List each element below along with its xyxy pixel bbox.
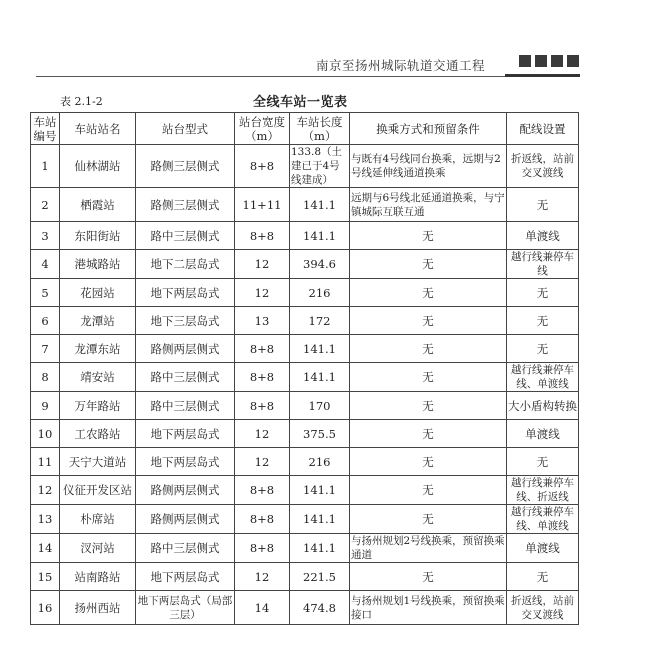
cell-transfer: 无: [350, 335, 507, 363]
cell-length: 216: [290, 279, 350, 307]
cell-width: 8+8: [235, 534, 290, 563]
cell-width: 12: [235, 250, 290, 279]
table-reference: 表 2.1-2: [60, 95, 103, 108]
cell-transfer: 与既有4号线同台换乘，远期与2号线延伸线通道换乘: [350, 145, 507, 188]
cell-length: 221.5: [290, 563, 350, 591]
table-row: [31, 145, 579, 188]
cell-length: 474.8: [290, 591, 350, 625]
cell-length: 141.1: [290, 505, 350, 534]
table-row: [31, 279, 579, 307]
cell-transfer: 无: [350, 563, 507, 591]
cell-transfer: 无: [350, 505, 507, 534]
cell-platform: 路侧两层侧式: [136, 335, 235, 363]
cell-width: 8+8: [235, 363, 290, 392]
cell-platform: 地下三层岛式: [136, 307, 235, 335]
cell-name: 港城路站: [60, 250, 136, 279]
cell-transfer: 无: [350, 448, 507, 476]
cell-width: 12: [235, 563, 290, 591]
cell-width: 12: [235, 420, 290, 448]
cell-width: 11+11: [235, 188, 290, 222]
cell-platform: 地下两层岛式: [136, 420, 235, 448]
cell-width: 8+8: [235, 392, 290, 420]
cell-name: 汊河站: [60, 534, 136, 563]
table-row: [31, 505, 579, 534]
cell-length: 141.1: [290, 363, 350, 392]
cell-name: 仙林湖站: [60, 145, 136, 188]
cell-transfer: 无: [350, 222, 507, 250]
cell-no: 1: [31, 145, 60, 188]
cell-name: 朴席站: [60, 505, 136, 534]
cell-transfer: 无: [350, 392, 507, 420]
cell-width: 13: [235, 307, 290, 335]
cell-siding: 折返线，站前交叉渡线: [507, 145, 579, 188]
header-block: [551, 55, 563, 67]
table-row: [31, 448, 579, 476]
station-table: [30, 112, 579, 625]
header-block: [567, 55, 579, 67]
column-header: 站台型式: [136, 113, 235, 145]
cell-platform: 路侧两层侧式: [136, 505, 235, 534]
cell-length: 394.6: [290, 250, 350, 279]
table-row: [31, 420, 579, 448]
cell-name: 扬州西站: [60, 591, 136, 625]
cell-platform: 路中三层侧式: [136, 392, 235, 420]
cell-length: 141.1: [290, 534, 350, 563]
cell-platform: 路中三层侧式: [136, 363, 235, 392]
cell-name: 靖安站: [60, 363, 136, 392]
cell-platform: 路中三层侧式: [136, 222, 235, 250]
cell-siding: 折返线，站前交叉渡线: [507, 591, 579, 625]
cell-name: 站南路站: [60, 563, 136, 591]
cell-width: 8+8: [235, 222, 290, 250]
cell-no: 7: [31, 335, 60, 363]
header-block: [519, 55, 531, 67]
table-row: [31, 591, 579, 625]
cell-siding: 无: [507, 307, 579, 335]
cell-transfer: 无: [350, 363, 507, 392]
cell-transfer: 无: [350, 307, 507, 335]
table-header-row: [31, 113, 579, 145]
cell-transfer: 无: [350, 250, 507, 279]
cell-transfer: 与扬州规划1号线换乘，预留换乘接口: [350, 591, 507, 625]
column-header: 车站长度（m）: [290, 113, 350, 145]
cell-platform: 地下两层岛式: [136, 563, 235, 591]
running-header-title: 南京至扬州城际轨道交通工程: [316, 58, 486, 73]
cell-width: 8+8: [235, 505, 290, 534]
cell-name: 东阳街站: [60, 222, 136, 250]
cell-no: 13: [31, 505, 60, 534]
cell-name: 工农路站: [60, 420, 136, 448]
cell-siding: 无: [507, 563, 579, 591]
cell-width: 8+8: [235, 476, 290, 505]
table-row: [31, 563, 579, 591]
cell-platform: 路侧三层侧式: [136, 145, 235, 188]
cell-length: 141.1: [290, 222, 350, 250]
table-row: [31, 250, 579, 279]
header-decoration-blocks: [519, 55, 579, 67]
cell-name: 天宁大道站: [60, 448, 136, 476]
cell-length: 375.5: [290, 420, 350, 448]
table-title: 全线车站一览表: [253, 95, 348, 110]
cell-name: 花园站: [60, 279, 136, 307]
cell-no: 4: [31, 250, 60, 279]
cell-width: 8+8: [235, 145, 290, 188]
cell-siding: 越行线兼停车线: [507, 250, 579, 279]
table-row: [31, 476, 579, 505]
cell-no: 3: [31, 222, 60, 250]
cell-siding: 无: [507, 335, 579, 363]
cell-platform: 地下二层岛式: [136, 250, 235, 279]
cell-no: 16: [31, 591, 60, 625]
cell-no: 12: [31, 476, 60, 505]
cell-no: 6: [31, 307, 60, 335]
cell-platform: 地下两层岛式: [136, 448, 235, 476]
cell-width: 8+8: [235, 335, 290, 363]
column-header: 配线设置: [507, 113, 579, 145]
cell-length: 170: [290, 392, 350, 420]
cell-siding: 单渡线: [507, 534, 579, 563]
cell-transfer: 无: [350, 420, 507, 448]
cell-name: 龙潭东站: [60, 335, 136, 363]
cell-siding: 越行线兼停车线、单渡线: [507, 505, 579, 534]
table-row: [31, 335, 579, 363]
cell-no: 14: [31, 534, 60, 563]
cell-platform: 地下两层岛式: [136, 279, 235, 307]
header-rule-accent: [505, 74, 580, 77]
cell-no: 5: [31, 279, 60, 307]
cell-siding: 单渡线: [507, 222, 579, 250]
cell-length: 133.8（土建已于4号线建成）: [290, 145, 350, 188]
cell-length: 172: [290, 307, 350, 335]
cell-no: 9: [31, 392, 60, 420]
cell-siding: 大小盾构转换: [507, 392, 579, 420]
cell-platform: 路侧两层侧式: [136, 476, 235, 505]
column-header: 车站编号: [31, 113, 60, 145]
cell-width: 14: [235, 591, 290, 625]
cell-length: 141.1: [290, 335, 350, 363]
cell-transfer: 与扬州规划2号线换乘，预留换乘通道: [351, 535, 505, 561]
cell-name: 栖霞站: [60, 188, 136, 222]
table-row: [31, 392, 579, 420]
table-row: [31, 534, 579, 563]
cell-siding: 无: [507, 188, 579, 222]
cell-name: 龙潭站: [60, 307, 136, 335]
table-row: [31, 222, 579, 250]
cell-name: 万年路站: [60, 392, 136, 420]
cell-siding: 无: [507, 448, 579, 476]
cell-width: 12: [235, 279, 290, 307]
cell-no: 15: [31, 563, 60, 591]
table-row: [31, 363, 579, 392]
table-row: [31, 307, 579, 335]
cell-platform: 路中三层侧式: [136, 534, 235, 563]
cell-no: 10: [31, 420, 60, 448]
cell-siding: 单渡线: [507, 420, 579, 448]
cell-siding: 无: [507, 279, 579, 307]
cell-name: 仪征开发区站: [60, 476, 136, 505]
cell-length: 216: [290, 448, 350, 476]
header-block: [535, 55, 547, 67]
column-header: 车站站名: [60, 113, 136, 145]
cell-transfer: 无: [350, 476, 507, 505]
cell-siding: 越行线兼停车线、单渡线: [507, 363, 579, 392]
cell-transfer: 远期与6号线北延通道换乘，与宁镇城际互联互通: [350, 188, 507, 222]
cell-platform: 路侧三层侧式: [136, 188, 235, 222]
cell-siding: 越行线兼停车线、折返线: [507, 476, 579, 505]
column-header: 换乘方式和预留条件: [350, 113, 507, 145]
cell-no: 11: [31, 448, 60, 476]
cell-no: 2: [31, 188, 60, 222]
cell-platform: 地下两层岛式（局部三层）: [136, 591, 235, 625]
cell-transfer: 无: [350, 279, 507, 307]
column-header: 站台宽度（m）: [235, 113, 290, 145]
header-rule: [36, 76, 580, 77]
cell-length: 141.1: [290, 476, 350, 505]
table-row: [31, 188, 579, 222]
cell-width: 12: [235, 448, 290, 476]
cell-length: 141.1: [290, 188, 350, 222]
cell-no: 8: [31, 363, 60, 392]
